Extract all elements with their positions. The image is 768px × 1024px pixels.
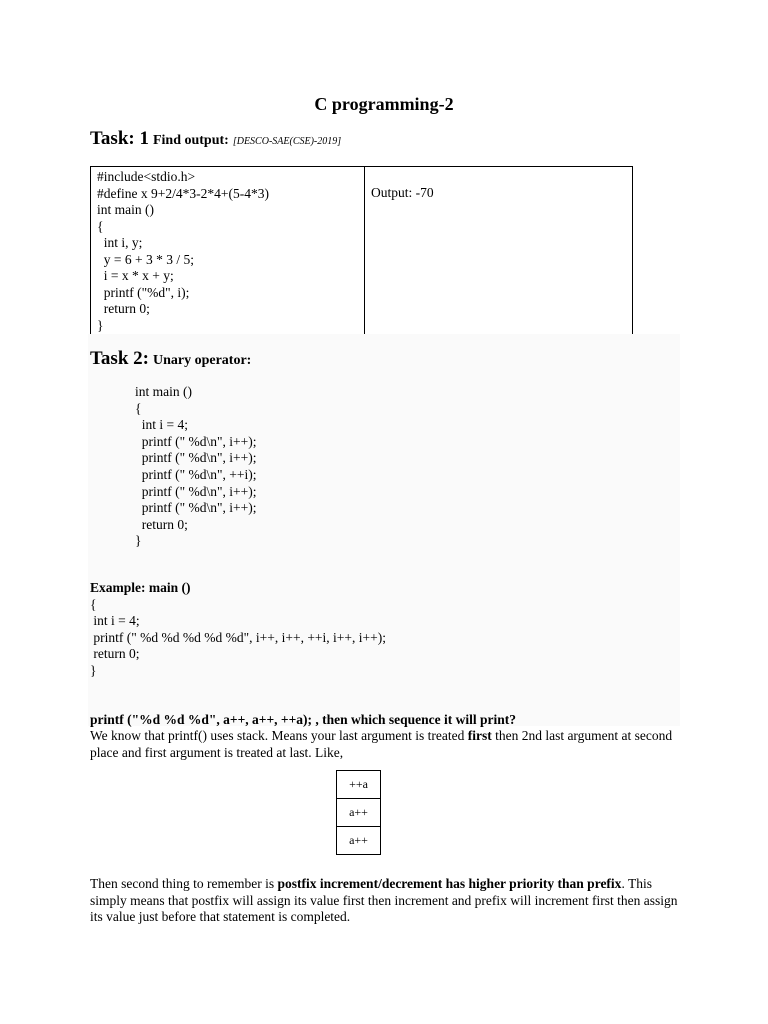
stack-cell: a++: [337, 827, 381, 855]
code-line: int main (): [135, 384, 192, 399]
task2-heading: [90, 348, 251, 370]
task1-output: Output: -70: [371, 185, 434, 200]
code-line: int i, y;: [97, 235, 143, 250]
stack-cell: a++: [337, 799, 381, 827]
question-text: printf ("%d %d %d", a++, a++, ++a); , then which sequence it will print?: [90, 712, 517, 727]
task1-label: Task: 1: [90, 128, 149, 149]
code-line: int i = 4;: [90, 613, 140, 629]
code-line: return 0;: [135, 516, 188, 532]
code-line: }: [135, 533, 142, 549]
stack-cell: ++a: [337, 771, 381, 799]
code-line: {: [97, 218, 104, 234]
code-line: printf (" %d %d %d %d %d", i++, i++, ++i, i++, i++);: [90, 629, 386, 645]
code-line: int i = 4;: [135, 417, 188, 433]
code-line: #define x 9+2/4*3-2*4+(5-4*3): [97, 185, 269, 201]
code-line: }: [90, 662, 97, 678]
explanation-bold: postfix increment/decrement has higher priority than prefix: [277, 876, 622, 891]
code-line: printf (" %d\n", i++);: [135, 450, 257, 466]
task1-title: Find output:: [152, 133, 229, 148]
code-line: int main (): [97, 202, 154, 217]
task2-label: Task 2:: [90, 348, 149, 369]
explanation-priority: [90, 876, 680, 926]
code-line: printf (" %d\n", i++);: [135, 500, 257, 516]
code-line: return 0;: [90, 646, 140, 662]
task1-heading: [90, 128, 341, 150]
task1-code-cell: [91, 167, 365, 337]
code-line: i = x * x + y;: [97, 268, 174, 283]
code-line: {: [135, 400, 142, 416]
stack-table: [336, 770, 381, 855]
example-block: [90, 580, 386, 680]
explanation-bold: first: [467, 728, 492, 743]
task2-code: [135, 384, 256, 550]
code-line: return 0;: [97, 301, 150, 316]
code-line: printf ("%d", i);: [97, 284, 190, 300]
code-line: }: [97, 317, 104, 333]
example-heading: Example: main (): [90, 580, 191, 595]
code-line: printf (" %d\n", i++);: [135, 433, 257, 449]
explanation-text: . This simply means that postfix will assign its value first then increment and prefix will increment first then assign its value just before that statement is completed.: [90, 876, 678, 924]
task1-source: [DESCO-SAE(CSE)-2019]: [232, 136, 342, 147]
code-line: #include<stdio.h>: [97, 169, 196, 184]
task2-title: Unary operator:: [152, 353, 252, 368]
explanation-stack: [90, 728, 680, 761]
explanation-text: We know that printf() uses stack. Means your last argument is treated: [90, 728, 468, 743]
page-title: C programming-2: [314, 94, 454, 114]
task1-table: [90, 166, 633, 337]
explanation-text: Then second thing to remember is: [90, 876, 278, 891]
code-line: printf (" %d\n", i++);: [135, 483, 257, 499]
code-line: y = 6 + 3 * 3 / 5;: [97, 251, 194, 267]
task1-output-cell: [365, 167, 633, 337]
code-line: {: [90, 596, 97, 612]
code-line: printf (" %d\n", ++i);: [135, 466, 257, 482]
explanation-text: then 2nd last argument at second place and first argument is treated at last. Like,: [90, 728, 673, 760]
